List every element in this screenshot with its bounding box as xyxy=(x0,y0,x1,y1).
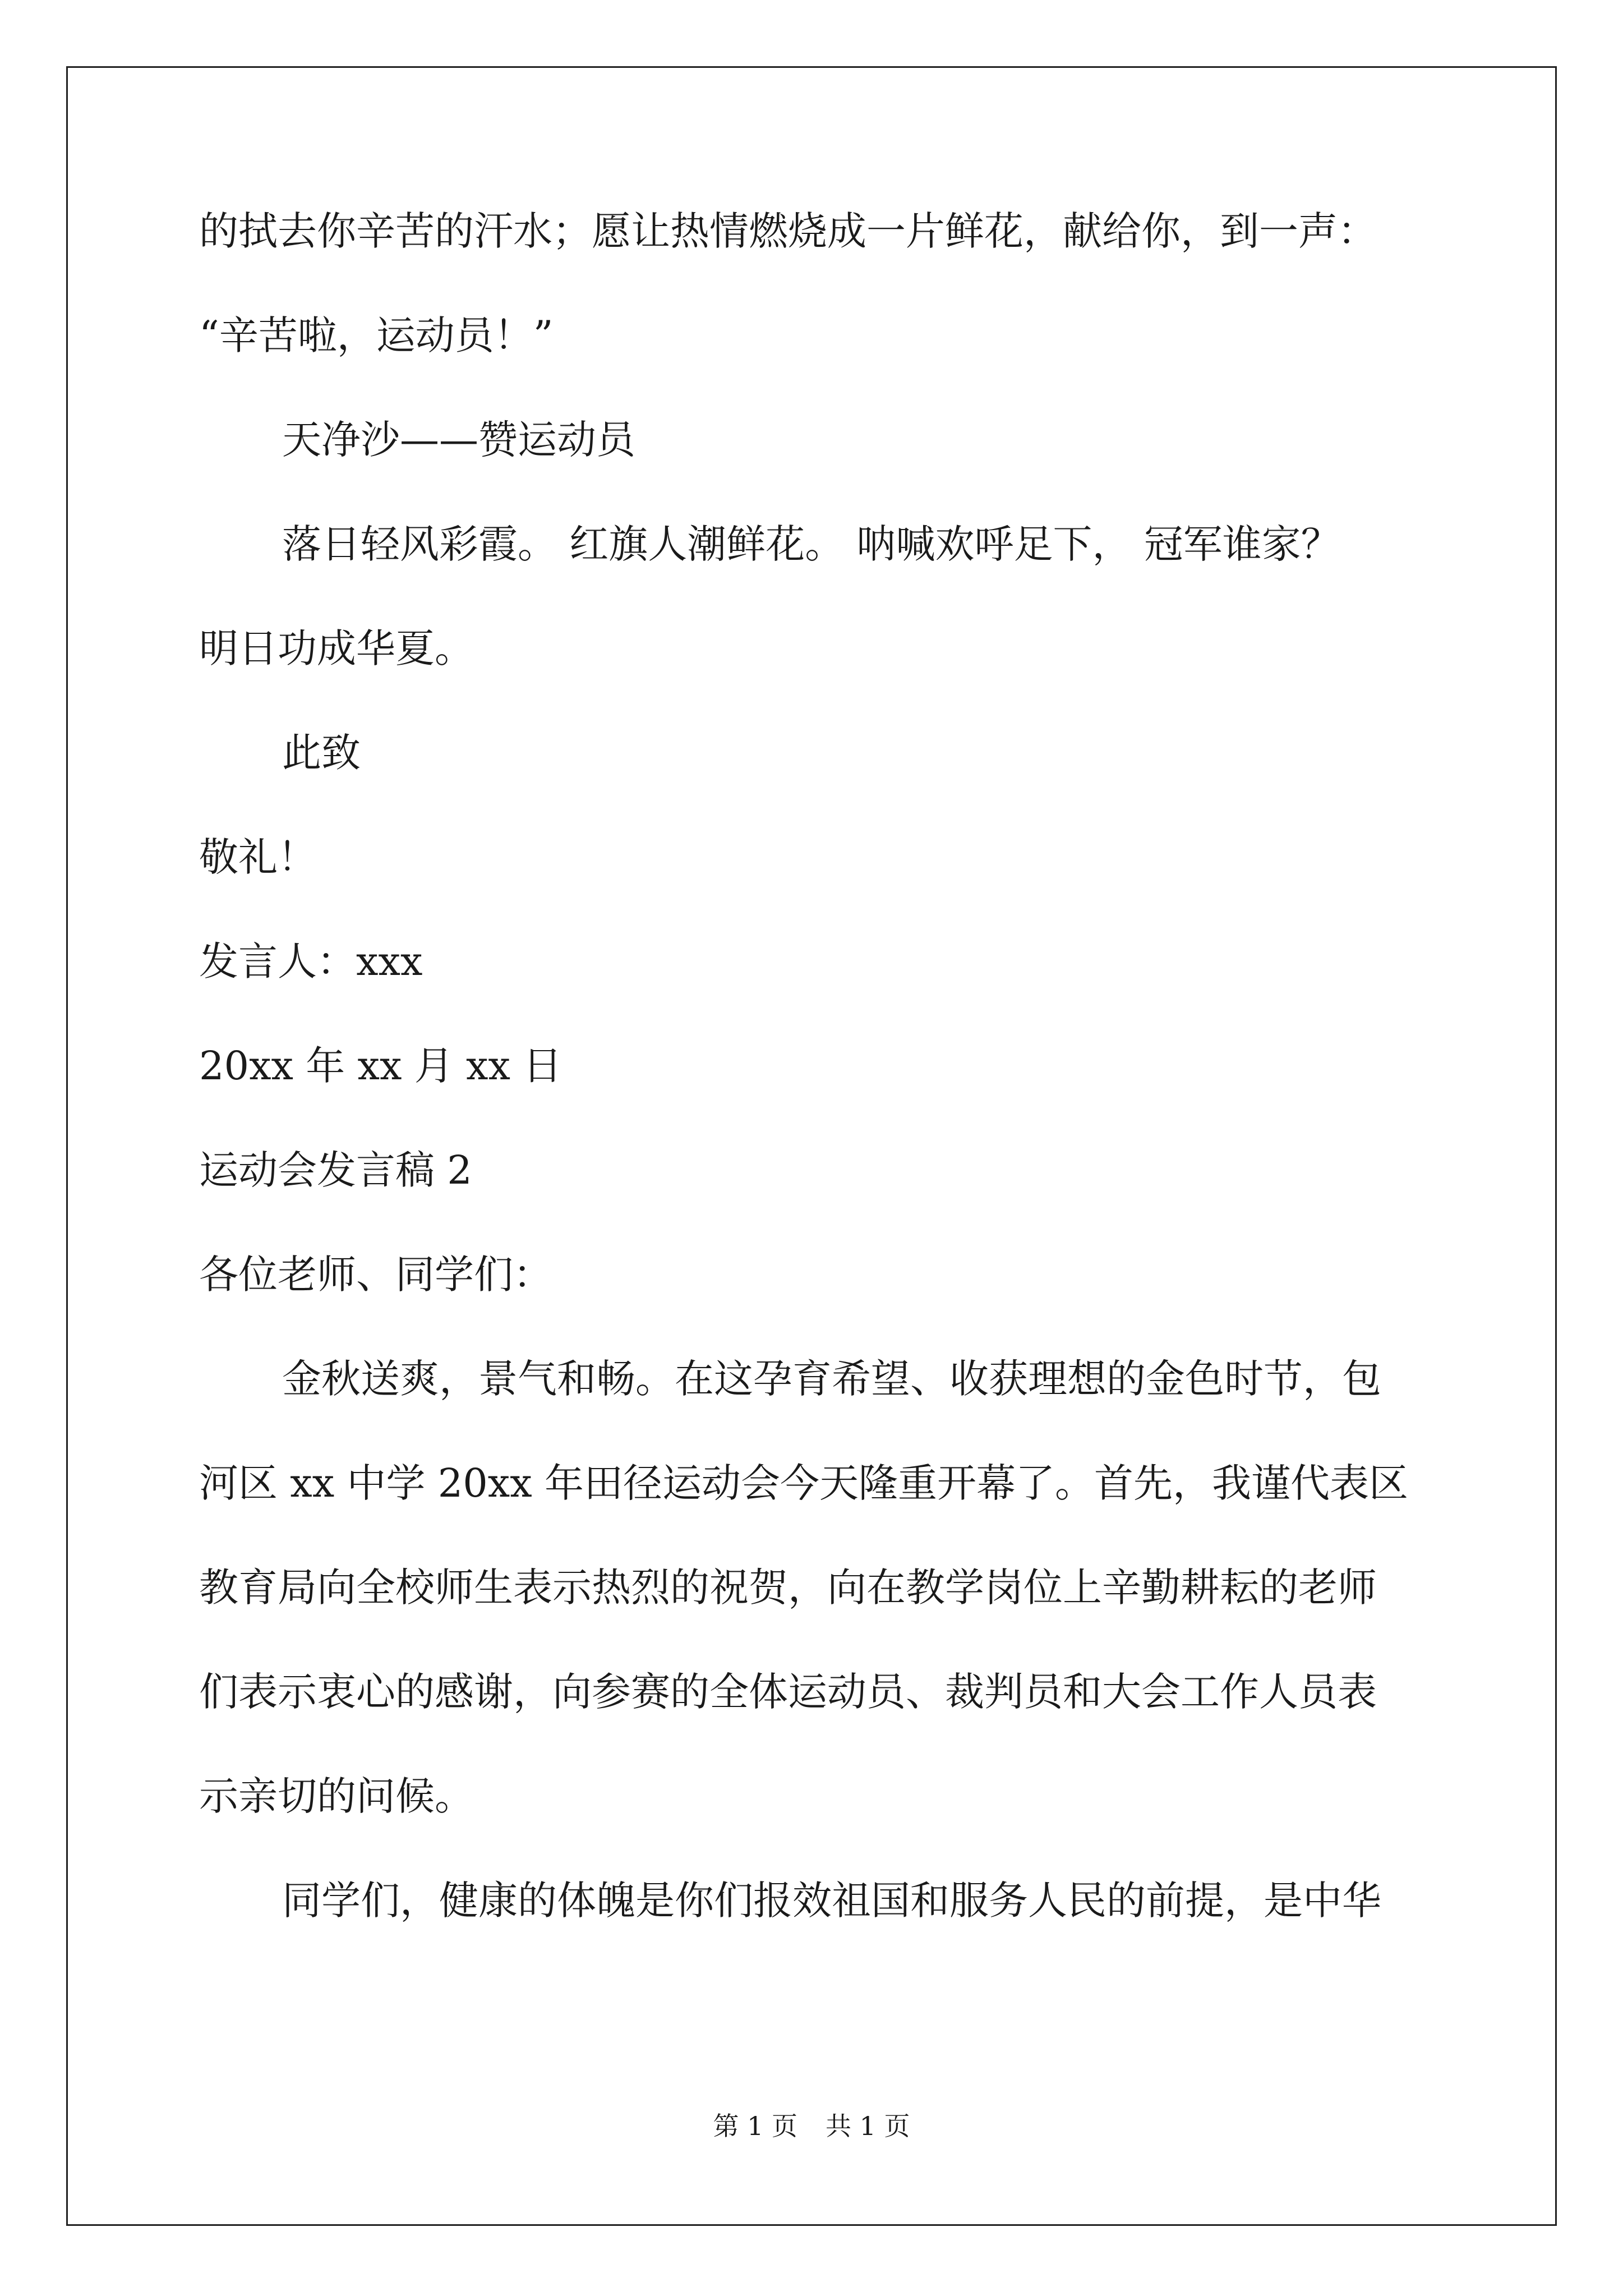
poem-title: 天净沙——赞运动员 xyxy=(282,417,635,463)
text-line: 的拭去你辛苦的汗水；愿让热情燃烧成一片鲜花，献给你，到一声： xyxy=(199,208,1377,254)
page-footer xyxy=(0,2110,1623,2142)
text-line: 们表示衷心的感谢，向参赛的全体运动员、裁判员和大会工作人员表 xyxy=(199,1669,1377,1715)
text-line: 同学们，健康的体魄是你们报效祖国和服务人民的前提，是中华 xyxy=(282,1878,1381,1924)
poem-line: 落日轻风彩霞。 红旗人潮鲜花。 呐喊欢呼足下， 冠军谁家？ xyxy=(282,521,1340,567)
text-line: 教育局向全校师生表示热烈的祝贺，向在教学岗位上辛勤耕耘的老师 xyxy=(199,1565,1377,1611)
page-total: 共 1 页 xyxy=(826,2111,910,2141)
section-title: 运动会发言稿 2 xyxy=(199,1147,472,1193)
document-body xyxy=(199,208,1433,1981)
date-line: 20xx 年 xx 月 xx 日 xyxy=(199,1043,562,1089)
speaker-line: 发言人：xxx xyxy=(199,938,423,984)
greeting-line: 各位老师、同学们： xyxy=(199,1251,552,1297)
text-line: 金秋送爽，景气和畅。在这孕育希望、收获理想的金色时节，包 xyxy=(282,1356,1381,1402)
text-line: “辛苦啦，运动员！” xyxy=(199,312,554,358)
text-line: 河区 xx 中学 20xx 年田径运动会今天隆重开幕了。首先，我谨代表区 xyxy=(199,1460,1408,1506)
page-number: 第 1 页 xyxy=(713,2111,797,2141)
text-line: 示亲切的问候。 xyxy=(199,1773,474,1819)
closing-regards: 敬礼！ xyxy=(199,834,317,880)
poem-line: 明日功成华夏。 xyxy=(199,625,474,671)
closing-salutation: 此致 xyxy=(282,730,361,776)
